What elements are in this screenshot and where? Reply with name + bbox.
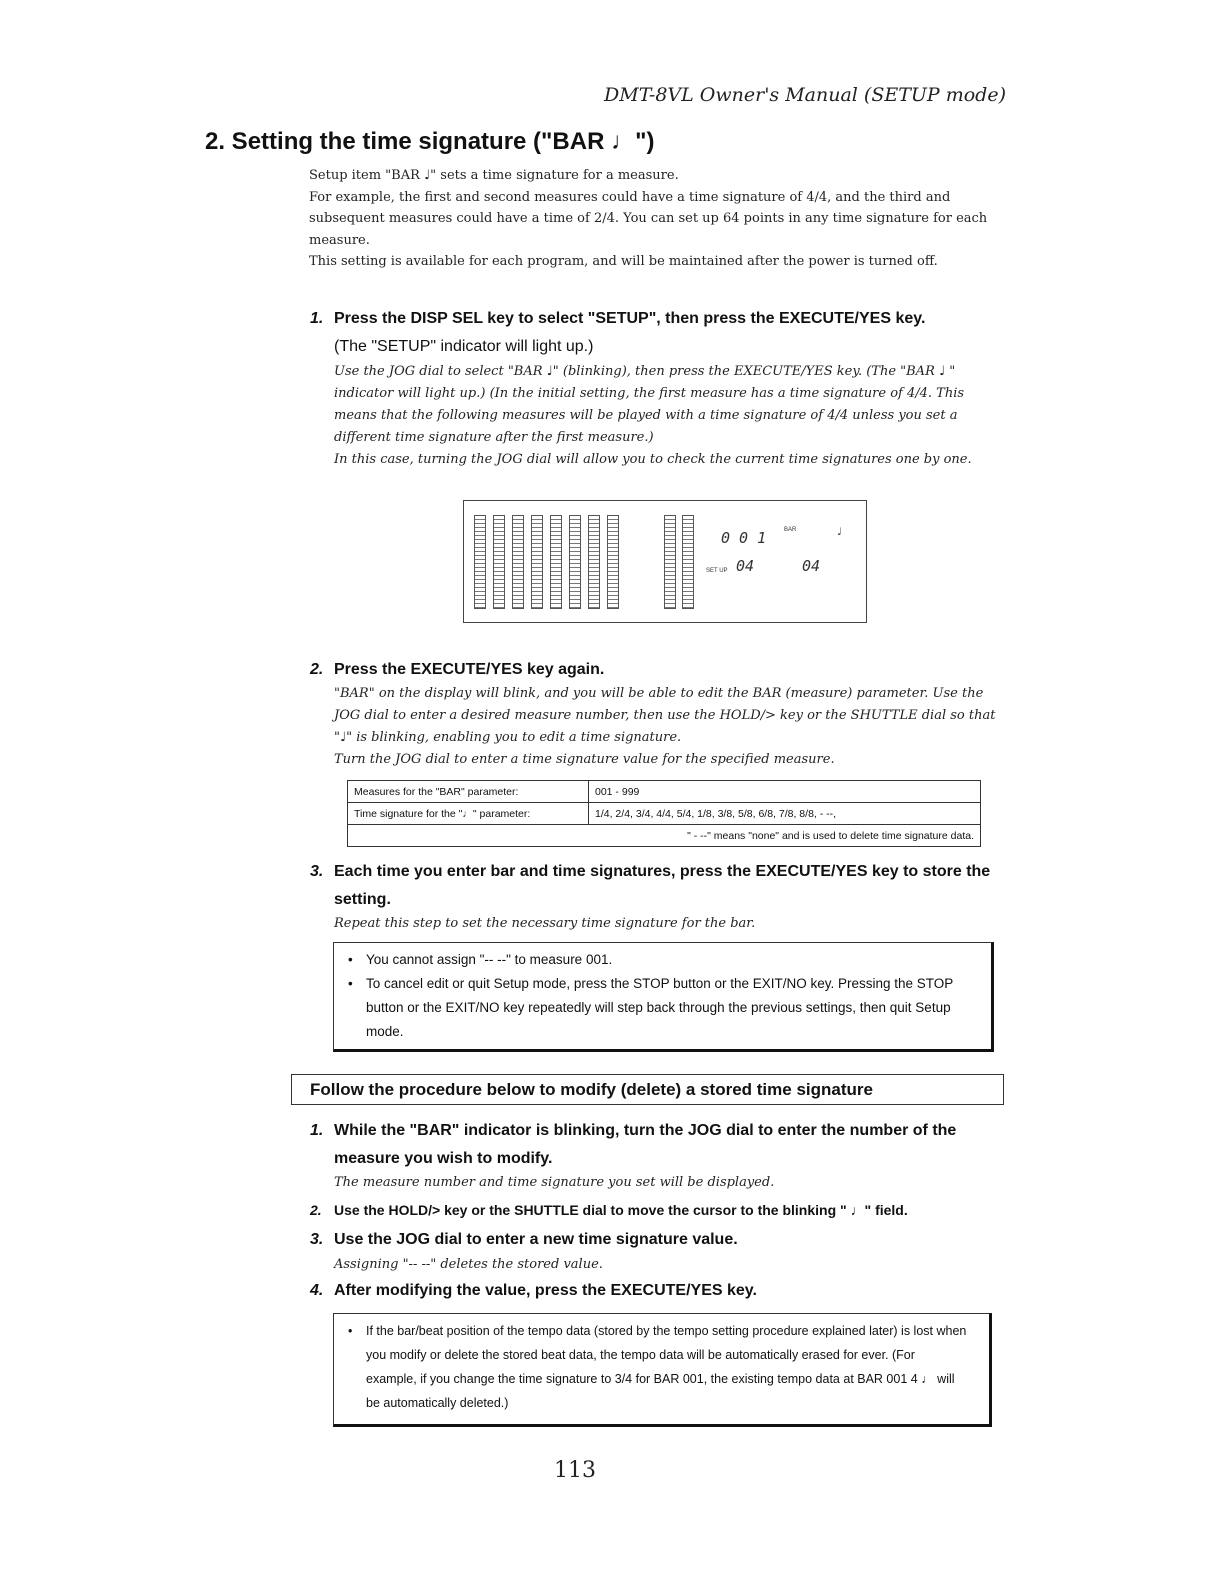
page-header: DMT-8VL Owner's Manual (SETUP mode) <box>604 84 1006 106</box>
intro-paragraph: This setting is available for each program, and will be maintained after the power is turned off. <box>309 254 938 269</box>
modify-step-2-heading <box>310 1196 1024 1224</box>
step-note: In this case, turning the JOG dial will allow you to check the current time signatures one by one. <box>334 452 972 467</box>
lcd-beat-denominator: 04 <box>802 557 821 575</box>
intro-paragraph: For example, the first and second measures could have a time signature of 4/4, and the third and subsequent measures could have a time of 2/4. You can set up 64 points in any time signature for each measure. <box>309 189 988 248</box>
step-3-heading <box>310 858 1014 914</box>
table-cell: 1/4, 2/4, 3/4, 4/4, 5/4, 1/8, 3/8, 5/8, 6/8, 7/8, 8/8, - --, <box>589 803 981 825</box>
step-title: After modifying the value, press the EXECUTE/YES key. <box>334 1282 757 1299</box>
step-number: 4. <box>310 1282 324 1299</box>
table-cell: 001 - 999 <box>589 781 981 803</box>
level-meter <box>569 515 581 609</box>
level-meter <box>512 515 524 609</box>
lcd-note-symbol: ♩ <box>836 525 843 538</box>
note-box <box>333 1313 992 1427</box>
table-row <box>348 825 981 847</box>
step-2-notes <box>334 683 1006 771</box>
step-title: Use the JOG dial to enter a new time signature value. <box>334 1231 738 1248</box>
level-meter <box>493 515 505 609</box>
procedure-banner: Follow the procedure below to modify (delete) a stored time signature <box>291 1074 1004 1105</box>
lcd-setup-label: SET UP <box>706 568 728 574</box>
bullet: • <box>348 976 353 991</box>
level-meter <box>607 515 619 609</box>
lcd-bar-tag: BAR <box>784 527 797 533</box>
step-number: 2. <box>310 1202 322 1218</box>
step-number: 1. <box>310 1122 324 1139</box>
modify-step-3-heading <box>310 1226 1014 1254</box>
step-note: "BAR" on the display will blink, and you will be able to edit the BAR (measure) parameter. Use the JOG dial to enter a desired measure number, then use the HOLD/> key or the SHUTTLE dial so that "♩" is blinking, enabling you to edit a time signature. <box>334 686 996 745</box>
note-text: To cancel edit or quit Setup mode, press the STOP button or the EXIT/NO key. Pressing the STOP button or the EXIT/NO key repeatedly will step back through the previous settings, then quit Setup mode. <box>366 976 954 1039</box>
note-item <box>334 948 991 972</box>
modify-step-4-heading <box>310 1277 1014 1305</box>
parameter-table <box>347 780 981 847</box>
note-text: If the bar/beat position of the tempo data (stored by the tempo setting procedure explained later) is lost when you modify or delete the stored beat data, the tempo data will be automatically erased for ever. (For example, if you change the time signature to 3/4 for BAR 001, the existing tempo data at BAR 001 4 ♩ will be automatically deleted.) <box>366 1324 967 1410</box>
step-note: Turn the JOG dial to enter a time signature value for the specified measure. <box>334 752 835 767</box>
level-meter <box>682 515 694 609</box>
step-note: Use the JOG dial to select "BAR ♩" (blinking), then press the EXECUTE/YES key. (The "BAR ♩ " indicator will light up.) (In the initial setting, the first measure has a time signature of 4/4. This means that the following measures will be played with a time signature of 4/4 unless you set a different time signature after the first measure.) <box>334 364 965 445</box>
level-meter <box>531 515 543 609</box>
level-meter <box>550 515 562 609</box>
level-meter <box>474 515 486 609</box>
note-item <box>334 972 991 1044</box>
table-cell: Measures for the "BAR" parameter: <box>348 781 589 803</box>
step-number: 3. <box>310 863 324 880</box>
bullet: • <box>348 1324 353 1338</box>
step-2-heading <box>310 656 1014 684</box>
step-number: 3. <box>310 1231 324 1248</box>
step-title: While the "BAR" indicator is blinking, turn the JOG dial to enter the number of the measure you wish to modify. <box>334 1122 957 1167</box>
step-number: 1. <box>310 310 324 327</box>
step-1-notes <box>334 361 1006 471</box>
modify-step-1-heading <box>310 1117 1006 1173</box>
bullet: • <box>348 952 353 967</box>
intro-paragraph: Setup item "BAR ♩" sets a time signature for a measure. <box>309 168 679 183</box>
modify-step-3-note: Assigning "-- --" deletes the stored value. <box>334 1257 603 1272</box>
lcd-display <box>463 500 867 623</box>
note-text: You cannot assign "-- --" to measure 001. <box>366 952 613 967</box>
table-row <box>348 803 981 825</box>
step-title: Press the EXECUTE/YES key again. <box>334 661 605 678</box>
lcd-bar-number: 0 0 1 <box>721 529 767 547</box>
section-title: 2. Setting the time signature ("BAR ♩") <box>205 128 655 155</box>
intro-text <box>309 165 1004 273</box>
step-1-heading <box>310 305 1014 333</box>
note-box <box>333 942 994 1052</box>
lcd-beat-numerator: 04 <box>736 557 755 575</box>
modify-step-1-note: The measure number and time signature you set will be displayed. <box>334 1175 775 1190</box>
table-cell: Time signature for the "♩" parameter: <box>348 803 589 825</box>
step-title: Press the DISP SEL key to select "SETUP", then press the EXECUTE/YES key. <box>334 310 926 327</box>
page-number: 113 <box>554 1458 596 1483</box>
level-meter <box>664 515 676 609</box>
step-title: Use the HOLD/> key or the SHUTTLE dial to move the cursor to the blinking " ♩" field. <box>334 1202 908 1218</box>
note-item <box>334 1319 989 1415</box>
step-1-subtitle: (The "SETUP" indicator will light up.) <box>334 338 594 355</box>
step-3-notes <box>334 913 1006 935</box>
level-meter <box>588 515 600 609</box>
step-title: Each time you enter bar and time signatures, press the EXECUTE/YES key to store the setting. <box>334 863 991 908</box>
table-row <box>348 781 981 803</box>
step-number: 2. <box>310 661 324 678</box>
step-note: Repeat this step to set the necessary time signature for the bar. <box>334 916 756 931</box>
table-footnote: " - --" means "none" and is used to delete time signature data. <box>348 825 981 847</box>
